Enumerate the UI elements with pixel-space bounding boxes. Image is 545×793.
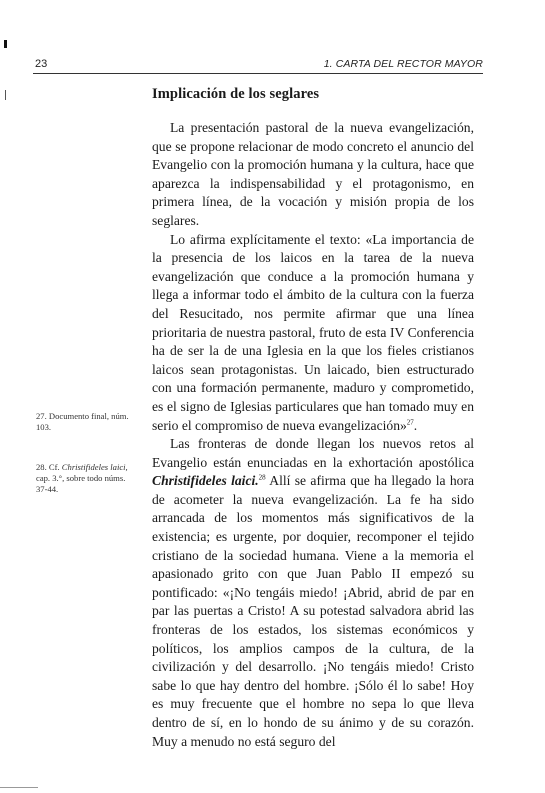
margin-mark (4, 40, 7, 48)
note-28-prefix: 28. Cf. (36, 462, 60, 472)
document-title: Christifideles laici. (152, 473, 259, 489)
page-number: 23 (35, 58, 48, 70)
footnote-ref-27: 27 (406, 417, 414, 426)
running-header: 1. CARTA DEL RECTOR MAYOR (323, 58, 483, 70)
bottom-rule (0, 787, 38, 788)
margin-note-27: 27. Documento final, núm. 103. (36, 411, 129, 432)
note-28-title: Christifideles laici, (61, 462, 128, 472)
paragraph-2-text: Lo afirma explícitamente el texto: «La importancia de la presencia de los laicos en la tarea de la nueva evangelización que conduce a la promoción humana y llega a informar todo el ámbito de la cultura con la fuerza del Resucitado, nos permite afirmar que una línea prioritaria de nuestra pastoral, fruto de esta IV Conferencia ha de ser la de una Iglesia en la que los fieles cristianos laicos sean protagonistas. Un laicado, bien estructurado con una formación permanente, maduro y comprometido, es el signo de Iglesias particulares que han tomado muy en serio el compromiso de nueva evangelización» (152, 231, 474, 433)
note-28-suffix: cap. 3.°, sobre todo núms. 37-44. (36, 473, 126, 494)
body-text (152, 119, 474, 751)
margin-mark (5, 90, 6, 100)
header-rule (33, 73, 483, 74)
paragraph-2: Lo afirma explícitamente el texto: «La importancia de la presencia de los laicos en la tarea de la nueva evangelización que conduce a la promoción humana y llega a informar todo el ámbito de la cultura con la fuerza del Resucitado, nos permite afirmar que una línea prioritaria de nuestra pastoral, fruto de esta IV Conferencia ha de ser la de una Iglesia en la que los fieles cristianos laicos sean protagonistas. Un laicado, bien estructurado con una formación permanente, maduro y comprometido, es el signo de Iglesias particulares que han tomado muy en serio el compromiso de nueva evangelización»$^{27}$. (152, 231, 474, 433)
section-title: Implicación de los seglares (152, 86, 320, 102)
paragraph-3 (152, 435, 474, 751)
paragraph-3-text-b: Allí se afirma que ha llegado la hora de acometer la nueva evangelización. La fe ha sido arrancada de los momentos más significativos de la existencia; es urgente, por doquier, recomponer el tejido cristiano de la sociedad humana. Viene a la memoria el apasionado grito con que Juan Pablo II empezó su pontificado: «¡No tengáis miedo! ¡Abrid, abrid de par en par las puertas a Cristo! A su potestad salvadora abrid las fronteras de los estados, los sistemas económicos y políticos, los amplios campos de la cultura, de la civilización y del desarrollo. ¡No tengáis miedo! Cristo sabe lo que hay dentro del hombre. ¡Sólo él lo sabe! Hoy es muy frecuente que el hombre no sepa lo que lleva dentro de sí, en lo hondo de su ánimo y de su corazón. Muy a menudo no está seguro del (152, 473, 474, 749)
footnote-ref-28: 28 (258, 473, 266, 482)
paragraph-1: La presentación pastoral de la nueva evangelización, que se propone relacionar de modo concreto el anuncio del Evangelio con la promoción humana y la cultura, hace que aparezca la indispensabilidad y el protagonismo, en primera línea, de la vocación y misión propia de los seglares. (152, 120, 474, 228)
margin-note-28 (36, 462, 136, 495)
paragraph-3-text-a: Las fronteras de donde llegan los nuevos retos al Evangelio están enunciadas en la exhortación apostólica (152, 436, 474, 470)
